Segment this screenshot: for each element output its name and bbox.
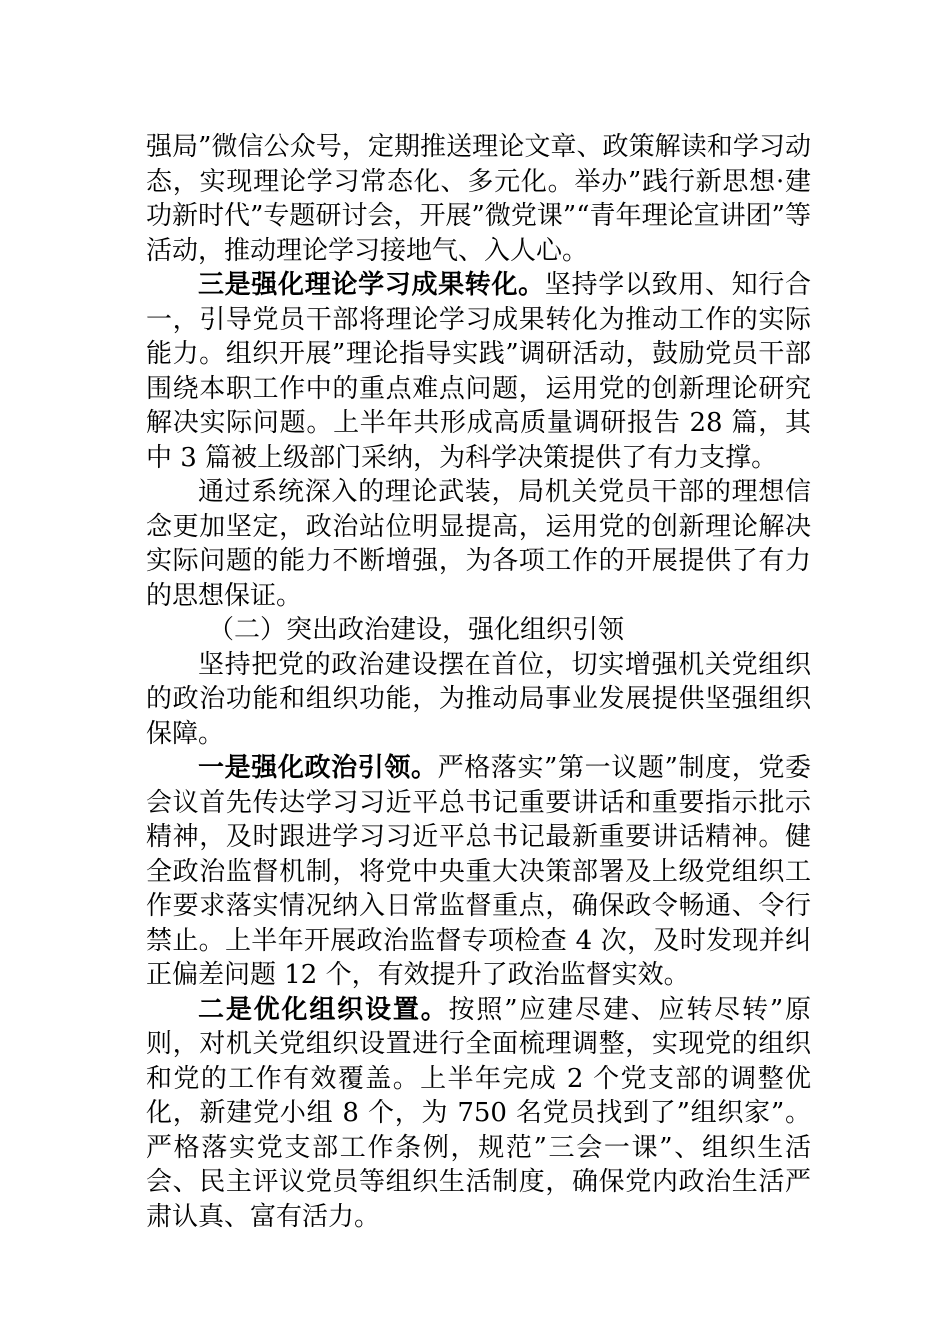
paragraph-text: 按照”应建尽建、应转尽转”原则，对机关党组织设置进行全面梳理调整，实现党的组织和党的工作有效覆盖。上半年完成 2 个党支部的调整优化，新建党小组 8 个，为 750 名党员找到了”组织家”。严格落实党支部工作条例，规范”三会一课”、组织生活会、民主评议党员等组织生活制度，确保党内政治生活严肃认真、富有活力。 bbox=[146, 994, 811, 1232]
paragraph-text: 通过系统深入的理论武装，局机关党员干部的理想信念更加坚定，政治站位明显提高，运用党的创新理论解决实际问题的能力不断增强，为各项工作的开展提供了有力的思想保证。 bbox=[146, 477, 811, 611]
paragraph-text: 坚持把党的政治建设摆在首位，切实增强机关党组织的政治功能和组织功能，为推动局事业发展提供坚强组织保障。 bbox=[146, 649, 811, 749]
paragraph-continuation bbox=[146, 130, 811, 268]
paragraph-point-one bbox=[146, 751, 811, 993]
document-page bbox=[146, 130, 811, 1234]
paragraph-text: 强局”微信公众号，定期推送理论文章、政策解读和学习动态，实现理论学习常态化、多元化。举办”践行新思想·建功新时代”专题研讨会，开展”微党课”“青年理论宣讲团”等活动，推动理论学习接地气、入人心。 bbox=[146, 132, 811, 266]
section-heading bbox=[146, 613, 811, 648]
paragraph-section-intro bbox=[146, 648, 811, 752]
paragraph-point-two bbox=[146, 993, 811, 1235]
paragraph-lead: 三是强化理论学习成果转化。 bbox=[198, 270, 545, 300]
paragraph-point-three bbox=[146, 268, 811, 475]
section-heading-text: （二）突出政治建设，强化组织引领 bbox=[208, 615, 625, 645]
paragraph-summary bbox=[146, 475, 811, 613]
paragraph-lead: 二是优化组织设置。 bbox=[198, 994, 449, 1025]
paragraph-lead: 一是强化政治引领。 bbox=[198, 753, 438, 783]
paragraph-text: 坚持学以致用、知行合一，引导党员干部将理论学习成果转化为推动工作的实际能力。组织开展”理论指导实践”调研活动，鼓励党员干部围绕本职工作中的重点难点问题，运用党的创新理论研究解决实际问题。上半年共形成高质量调研报告 28 篇，其中 3 篇被上级部门采纳，为科学决策提供了有力支撑。 bbox=[146, 270, 811, 473]
paragraph-text: 严格落实”第一议题”制度，党委会议首先传达学习习近平总书记重要讲话和重要指示批示精神，及时跟进学习习近平总书记最新重要讲话精神。健全政治监督机制，将党中央重大决策部署及上级党组织工作要求落实情况纳入日常监督重点，确保政令畅通、令行禁止。上半年开展政治监督专项检查 4 次，及时发现并纠正偏差问题 12 个，有效提升了政治监督实效。 bbox=[146, 753, 811, 990]
